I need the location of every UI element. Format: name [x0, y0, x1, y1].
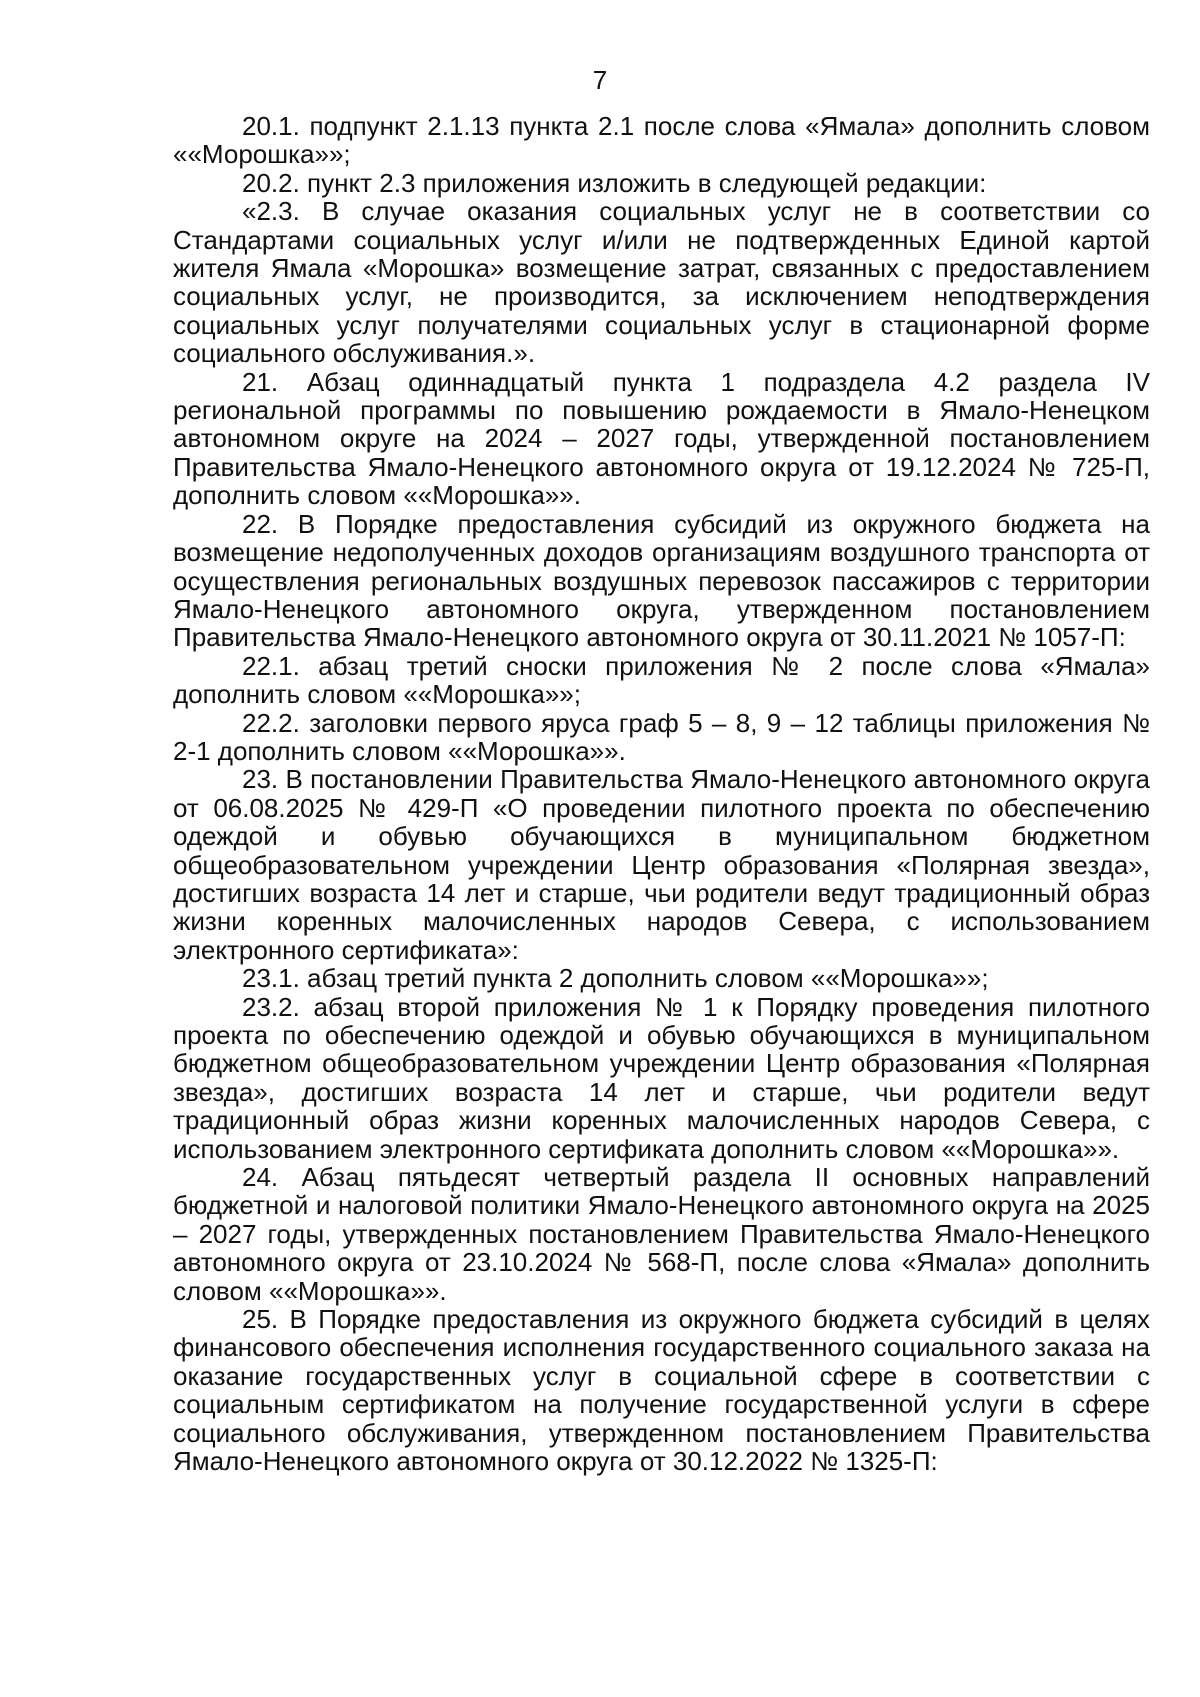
document-body: [173, 112, 1150, 1476]
paragraph-25: 25. В Порядке предоставления из окружного бюджета субсидий в целях финансового обеспечения исполнения государственного социального заказа на оказание государственных услуг в социальной сфере в соответствии с социальным сертификатом на получение государственной услуги в сфере социального обслуживания, утвержденном постановлением Правительства Ямало-Ненецкого автономного округа от 30.12.2022 № 1325-П:: [173, 1304, 1150, 1477]
paragraph-22: 22. В Порядке предоставления субсидий из окружного бюджета на возмещение недополученных доходов организациям воздушного транспорта от осуществления региональных воздушных перевозок пассажиров с территории Ямало-Ненецкого автономного округа, утвержденном постановлением Правительства Ямало-Ненецкого автономного округа от 30.11.2021 № 1057-П:: [173, 508, 1150, 653]
paragraph-2-3-quote: «2.3. В случае оказания социальных услуг не в соответствии со Стандартами социальных услуг и/или не подтвержденных Единой картой жителя Ямала «Морошка» возмещение затрат, связанных с предоставлением социальных услуг, не производится, за исключением неподтверждения социальных услуг получателями социальных услуг в стационарной форме социального обслуживания.».: [173, 196, 1150, 369]
paragraph-23-1: 23.1. абзац третий пункта 2 дополнить словом ««Морошка»»;: [242, 963, 989, 994]
page-number: 7: [592, 65, 608, 95]
paragraph-22-2: 22.2. заголовки первого яруса граф 5 – 8, 9 – 12 таблицы приложения № 2-1 дополнить словом ««Морошка»».: [173, 707, 1150, 766]
paragraph-22-1: 22.1. абзац третий сноски приложения № 2 после слова «Ямала» дополнить словом ««Морошка»»;: [173, 650, 1150, 710]
paragraph-23: 23. В постановлении Правительства Ямало-Ненецкого автономного округа от 06.08.2025 № 429-П «О проведении пилотного проекта по обеспечению одеждой и обувью обучающихся в муниципальном бюджетном общеобразовательном учреждении Центр образования «Полярная звезда», достигших возраста 14 лет и старше, чьи родители ведут традиционный образ жизни коренных малочисленных народов Севера, с использованием электронного сертификата»:: [173, 764, 1150, 965]
paragraph-24: 24. Абзац пятьдесят четвертый раздела II основных направлений бюджетной и налоговой политики Ямало-Ненецкого автономного округа на 2025 – 2027 годы, утвержденных постановлением Правительства Ямало-Ненецкого автономного округа от 23.10.2024 № 568-П, после слова «Ямала» дополнить словом ««Морошка»».: [173, 1162, 1150, 1306]
paragraph-21: 21. Абзац одиннадцатый пункта 1 подраздела 4.2 раздела IV региональной программы по повышению рождаемости в Ямало-Ненецком автономном округе на 2024 – 2027 годы, утвержденной постановлением Правительства Ямало-Ненецкого автономного округа от 19.12.2024 № 725-П, дополнить словом ««Морошка»».: [173, 366, 1150, 511]
paragraph-20-1: 20.1. подпункт 2.1.13 пункта 2.1 после слова «Ямала» дополнить словом ««Морошка»»;: [173, 111, 1150, 170]
paragraph-23-2: 23.2. абзац второй приложения № 1 к Порядку проведения пилотного проекта по обеспечению одеждой и обувью обучающихся в муниципальном бюджетном общеобразовательном учреждении Центр образования «Полярная звезда», достигших возраста 14 лет и старше, чьи родители ведут традиционный образ жизни коренных малочисленных народов Севера, с использованием электронного сертификата дополнить словом ««Морошка»».: [173, 991, 1150, 1164]
paragraph-20-2: 20.2. пункт 2.3 приложения изложить в следующей редакции:: [242, 167, 987, 198]
